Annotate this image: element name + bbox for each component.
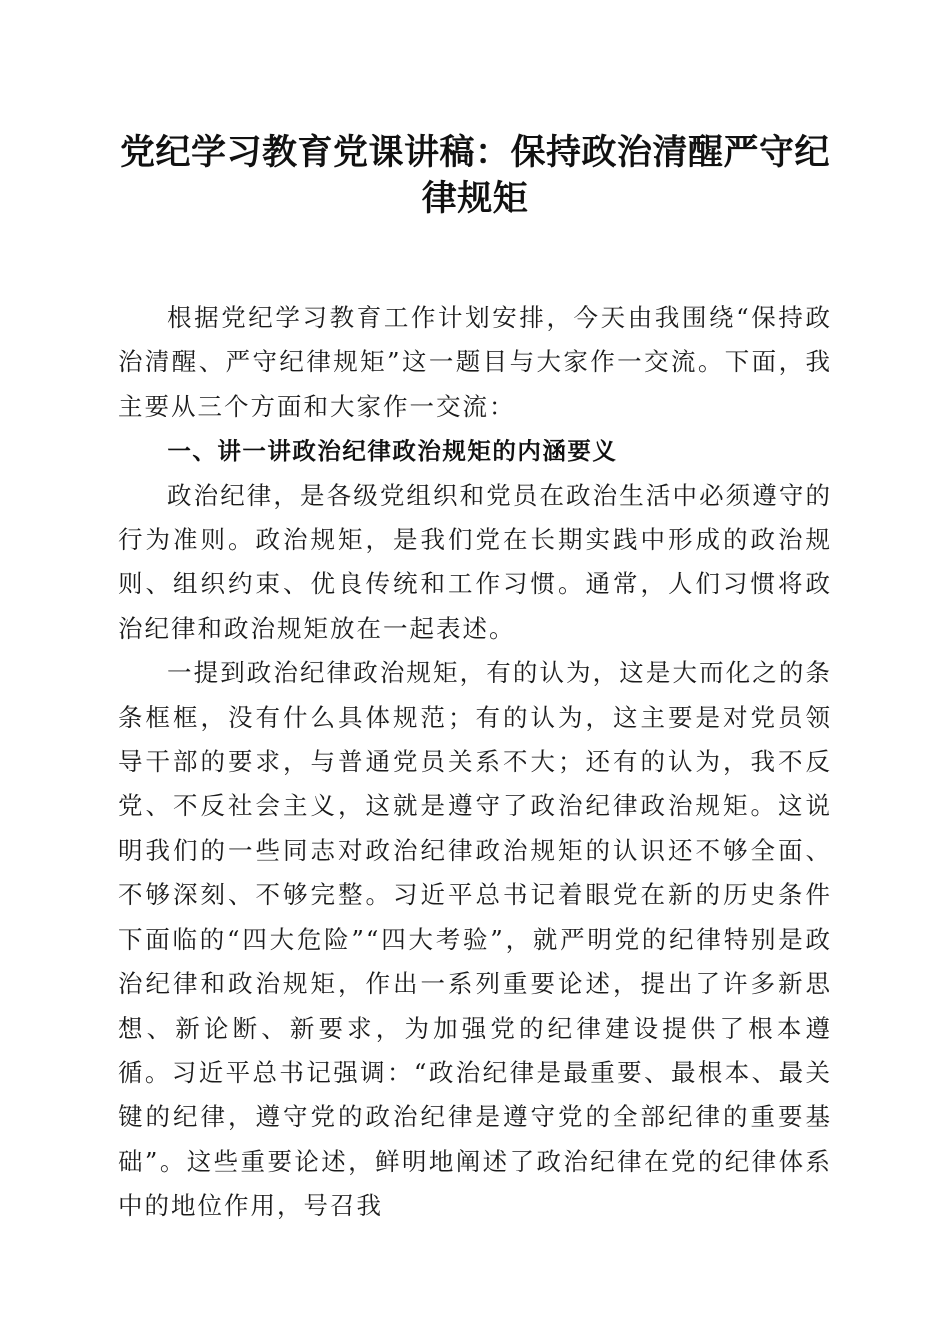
- section-heading-1: 一、讲一讲政治纪律政治规矩的内涵要义: [167, 437, 618, 466]
- intro-paragraph: 根据党纪学习教育工作计划安排，今天由我围绕“保持政治清醒、严守纪律规矩”这一题目与大家作一交流。下面，我主要从三个方面和大家作一交流：: [118, 303, 832, 421]
- document-title: 党纪学习教育党课讲稿：保持政治清醒严守纪律规矩: [119, 132, 830, 219]
- discussion-paragraph: 一提到政治纪律政治规矩，有的认为，这是大而化之的条条框框，没有什么具体规范；有的认为，这主要是对党员领导干部的要求，与普通党员关系不大；还有的认为，我不反党、不反社会主义，这就是遵守了政治纪律政治规矩。这说明我们的一些同志对政治纪律政治规矩的认识还不够全面、不够深刻、不够完整。习近平总书记着眼党在新的历史条件下面临的“四大危险”“四大考验”，就严明党的纪律特别是政治纪律和政治规矩，作出一系列重要论述，提出了许多新思想、新论断、新要求，为加强党的纪律建设提供了根本遵循。习近平总书记强调：“政治纪律是最重要、最根本、最关键的纪律，遵守党的政治纪律是遵守党的全部纪律的重要基础”。这些重要论述，鲜明地阐述了政治纪律在党的纪律体系中的地位作用，号召我: [118, 658, 832, 1221]
- document-body: [118, 296, 832, 1229]
- definition-paragraph: 政治纪律，是各级党组织和党员在政治生活中必须遵守的行为准则。政治规矩，是我们党在长期实践中形成的政治规则、组织约束、优良传统和工作习惯。通常，人们习惯将政治纪律和政治规矩放在一起表述。: [118, 480, 832, 643]
